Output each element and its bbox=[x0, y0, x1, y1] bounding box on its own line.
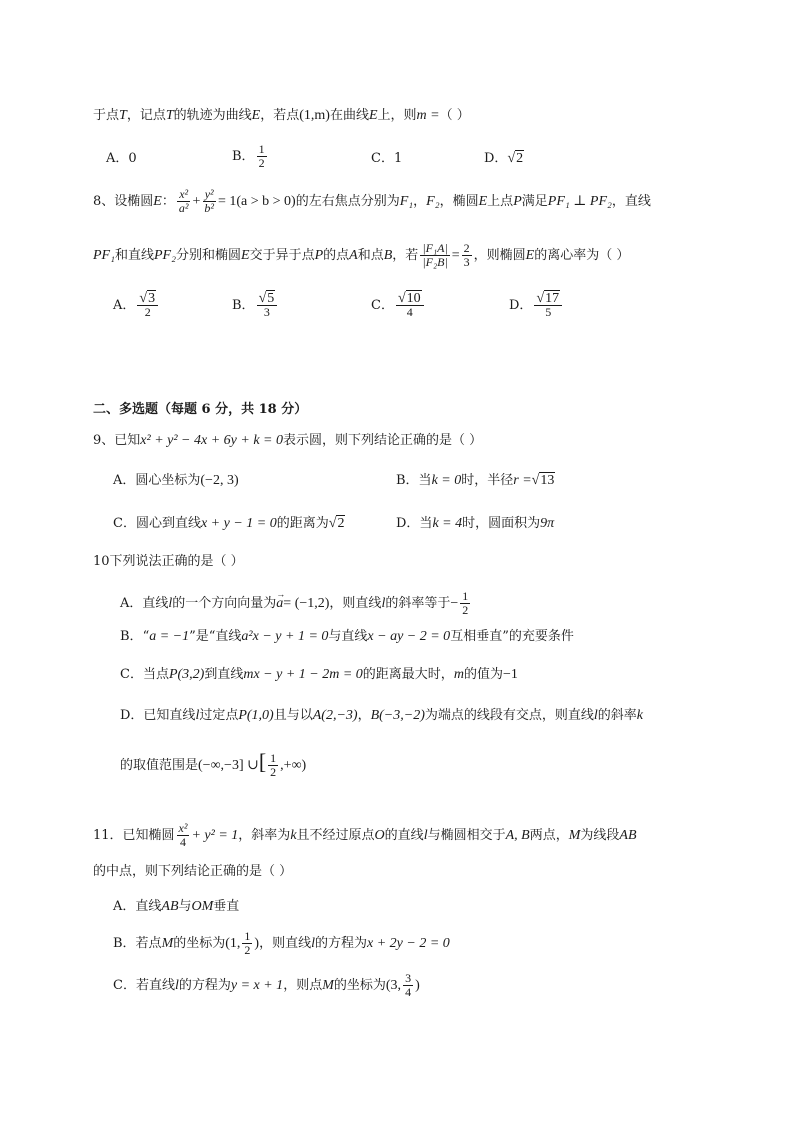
q10-option-b: B．“a = −1”是“直线a²x − y + 1 = 0与直线x − ay − 2 = 0互相垂直”的充要条件 bbox=[120, 629, 574, 644]
sqrt: √2 bbox=[507, 151, 524, 166]
q8-option-a: A． $\frac{√3}{2}$ bbox=[113, 292, 160, 319]
fraction: $\frac{1}{2}$ bbox=[244, 929, 251, 957]
q8-option-d: D． $\frac{√17}{5}$ bbox=[509, 292, 564, 319]
q11-stem-line1: 11．已知椭圆 $\frac{\text{x²}}{4}$ + y² = 1，斜率为k且不经过原点O的直线l与椭圆相交于A, B两点，M为线段AB bbox=[93, 821, 637, 849]
vector-a: a → bbox=[276, 588, 283, 620]
section-title: 二、多选题（每题 6 分，共 18 分） bbox=[93, 402, 308, 417]
q11-stem-line2: 的中点，则下列结论正确的是（ ） bbox=[93, 864, 293, 879]
fraction: $\frac{2}{3}$ bbox=[463, 241, 470, 269]
q7-option-a: A．0 bbox=[106, 151, 137, 166]
q7-option-c: C．1 bbox=[371, 151, 403, 166]
q11-option-a: A．直线AB与OM垂直 bbox=[113, 899, 240, 914]
q8-stem-line2: PF₁和直线PF₂分别和椭圆E交于异于点P的点A和点B，若 $\frac{\text{|F₁A|}}{\text{|F₂B|}}$ = $\frac{2}{3}$ ，则椭圆E的离心率为（ ） bbox=[93, 241, 630, 269]
fraction: $\frac{√5}{3}$ bbox=[257, 292, 278, 319]
fraction: $\frac{√17}{5}$ bbox=[534, 292, 562, 319]
q10-option-d-line2: 的取值范围是(−∞,−3] ∪[ $\frac{1}{2}$ ,+∞) bbox=[120, 749, 307, 779]
q9-stem: 9、已知x² + y² − 4x + 6y + k = 0表示圆，则下列结论正确的是（ ） bbox=[93, 433, 483, 448]
q11-option-c: C．若直线l的方程为y = x + 1，则点M的坐标为(3, $\frac{3}{4}$ ) bbox=[113, 971, 420, 999]
q7-stem-tail: 于点T，记点T的轨迹为曲线E，若点(1,m)在曲线E上，则m =（ ） bbox=[93, 108, 470, 123]
fraction: $\frac{\text{x²}}{\text{a²}}$ bbox=[178, 187, 189, 215]
q10-stem: 10下列说法正确的是（ ） bbox=[93, 554, 244, 569]
q7-option-d: D．√2 bbox=[484, 151, 524, 166]
q8-stem-line1: 8、设椭圆E： $\frac{\text{x²}}{\text{a²}}$ + $\frac{\text{y²}}{\text{b²}}$ = 1(a > b > 0)的左右焦点分别为F₁，F₂，椭圆E上点P满足PF₁ ⊥ PF₂，直线 bbox=[93, 187, 651, 215]
q7-option-b: B． $\frac{1}{2}$ bbox=[232, 142, 265, 170]
q9-option-a: A．圆心坐标为(−2, 3) bbox=[113, 473, 239, 488]
q8-option-b: B． $\frac{√5}{3}$ bbox=[232, 292, 279, 319]
fraction: $\frac{1}{2}$ bbox=[462, 589, 469, 617]
q10-option-a: A．直线l的一个方向向量为a → = (−1,2)，则直线l的斜率等于− $\frac{1}{2}$ bbox=[120, 588, 472, 620]
q9-option-d: D．当k = 4时，圆面积为9π bbox=[396, 516, 555, 531]
fraction: $\frac{\text{|F₁A|}}{\text{|F₂B|}}$ bbox=[422, 241, 448, 269]
fraction: $\frac{1}{2}$ bbox=[258, 142, 265, 170]
q10-option-c: C．当点P(3,2)到直线mx − y + 1 − 2m = 0的距离最大时，m的值为−1 bbox=[120, 667, 518, 682]
fraction: $\frac{√3}{2}$ bbox=[137, 292, 158, 319]
fraction: $\frac{√10}{4}$ bbox=[396, 292, 424, 319]
q11-option-b: B．若点M的坐标为(1, $\frac{1}{2}$ )，则直线l的方程为x + 2y − 2 = 0 bbox=[113, 929, 450, 957]
q9-option-b: B．当k = 0时，半径r =√13 bbox=[396, 473, 555, 488]
fraction: $\frac{\text{x²}}{4}$ bbox=[178, 821, 188, 849]
vector-arrow-icon: → bbox=[276, 589, 286, 599]
q9-option-c: C．圆心到直线x + y − 1 = 0的距离为√2 bbox=[113, 516, 345, 531]
fraction: $\frac{1}{2}$ bbox=[270, 751, 277, 779]
fraction: $\frac{\text{y²}}{\text{b²}}$ bbox=[204, 187, 214, 215]
fraction: $\frac{3}{4}$ bbox=[405, 971, 412, 999]
q10-option-d-line1: D．已知直线l过定点P(1,0)且与以A(2,−3)，B(−3,−2)为端点的线段有交点，则直线l的斜率k bbox=[120, 708, 644, 723]
q8-option-c: C． $\frac{√10}{4}$ bbox=[371, 292, 426, 319]
